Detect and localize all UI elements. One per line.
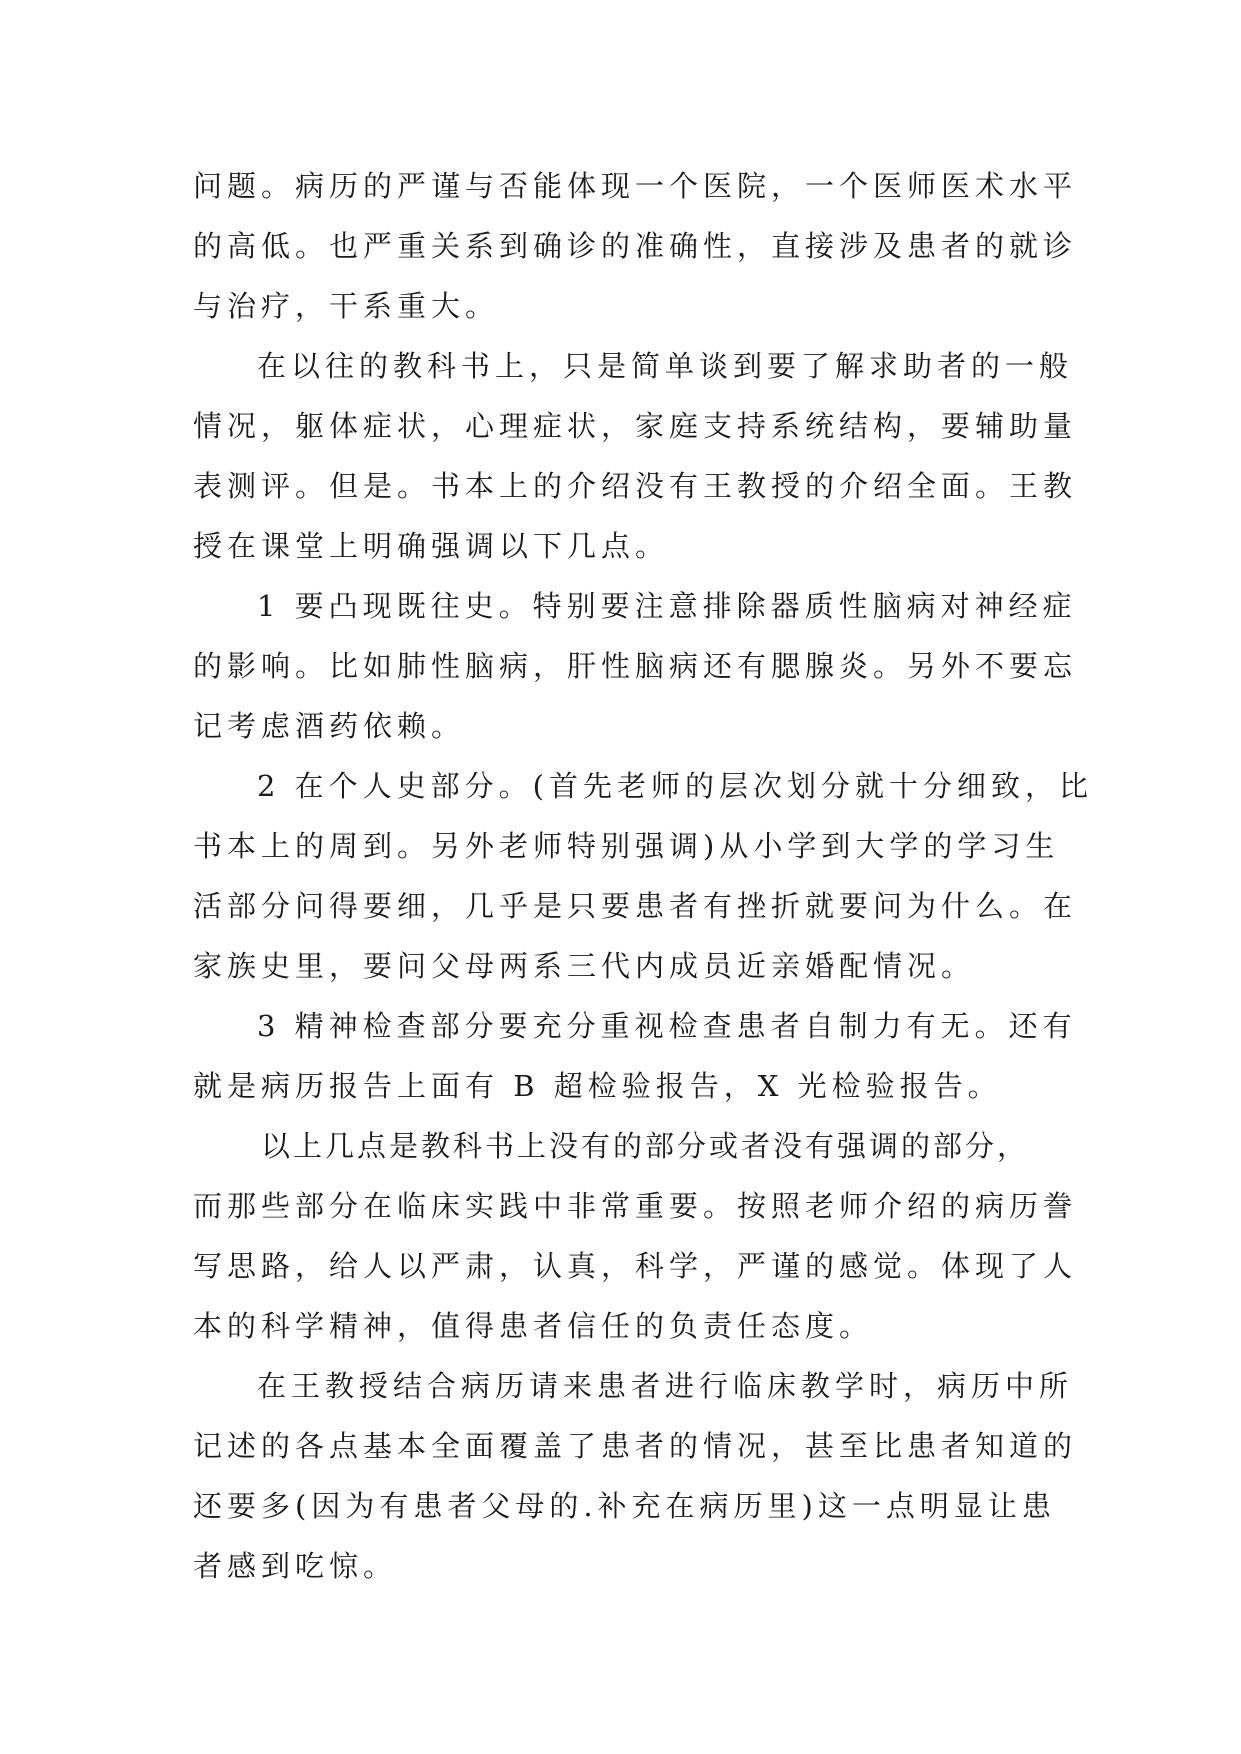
paragraph-first-line: 在王教授结合病历请来患者进行临床教学时，病历中所	[257, 1369, 1074, 1403]
text-line: 的影响。比如肺性脑病，肝性脑病还有腮腺炎。另外不要忘	[193, 649, 1078, 683]
text-line: 情况，躯体症状，心理症状，家庭支持系统结构，要辅助量	[193, 409, 1078, 443]
text-line: 授在课堂上明确强调以下几点。	[193, 529, 670, 563]
text-line: 家族史里，要问父母两系三代内成员近亲婚配情况。	[193, 949, 976, 983]
paragraph-first-line: 以上几点是教科书上没有的部分或者没有强调的部分，	[261, 1129, 1030, 1163]
text-line: 而那些部分在临床实践中非常重要。按照老师介绍的病历誊	[193, 1189, 1078, 1223]
list-item-3-first-line: 3 精神检查部分要充分重视检查患者自制力有无。还有	[257, 1009, 1077, 1043]
text-line: 表测评。但是。书本上的介绍没有王教授的介绍全面。王教	[193, 469, 1078, 503]
document-body	[193, 156, 1093, 1596]
text-line: 者感到吃惊。	[193, 1549, 398, 1583]
text-line: 的高低。也严重关系到确诊的准确性，直接涉及患者的就诊	[193, 229, 1078, 263]
text-line: 活部分问得要细，几乎是只要患者有挫折就要问为什么。在	[193, 889, 1078, 923]
text-line: 书本上的周到。另外老师特别强调)从小学到大学的学习生	[193, 829, 1060, 863]
text-line: 记述的各点基本全面覆盖了患者的情况，甚至比患者知道的	[193, 1429, 1078, 1463]
paragraph-first-line: 在以往的教科书上，只是简单谈到要了解求助者的一般	[257, 349, 1074, 383]
text-line: 本的科学精神，值得患者信任的负责任态度。	[193, 1309, 874, 1343]
text-line: 记考虑酒药依赖。	[193, 709, 466, 743]
text-line: 写思路，给人以严肃，认真，科学，严谨的感觉。体现了人	[193, 1249, 1078, 1283]
text-line: 就是病历报告上面有 B 超检验报告，X 光检验报告。	[193, 1069, 1002, 1103]
list-item-1-first-line: 1 要凸现既往史。特别要注意排除器质性脑病对神经症	[257, 589, 1077, 623]
text-line: 问题。病历的严谨与否能体现一个医院，一个医师医术水平	[193, 169, 1078, 203]
list-item-2-first-line: 2 在个人史部分。(首先老师的层次划分就十分细致，比	[257, 769, 1093, 803]
text-line: 还要多(因为有患者父母的.补充在病历里)这一点明显让患	[193, 1489, 1056, 1523]
text-line: 与治疗，干系重大。	[193, 289, 500, 323]
